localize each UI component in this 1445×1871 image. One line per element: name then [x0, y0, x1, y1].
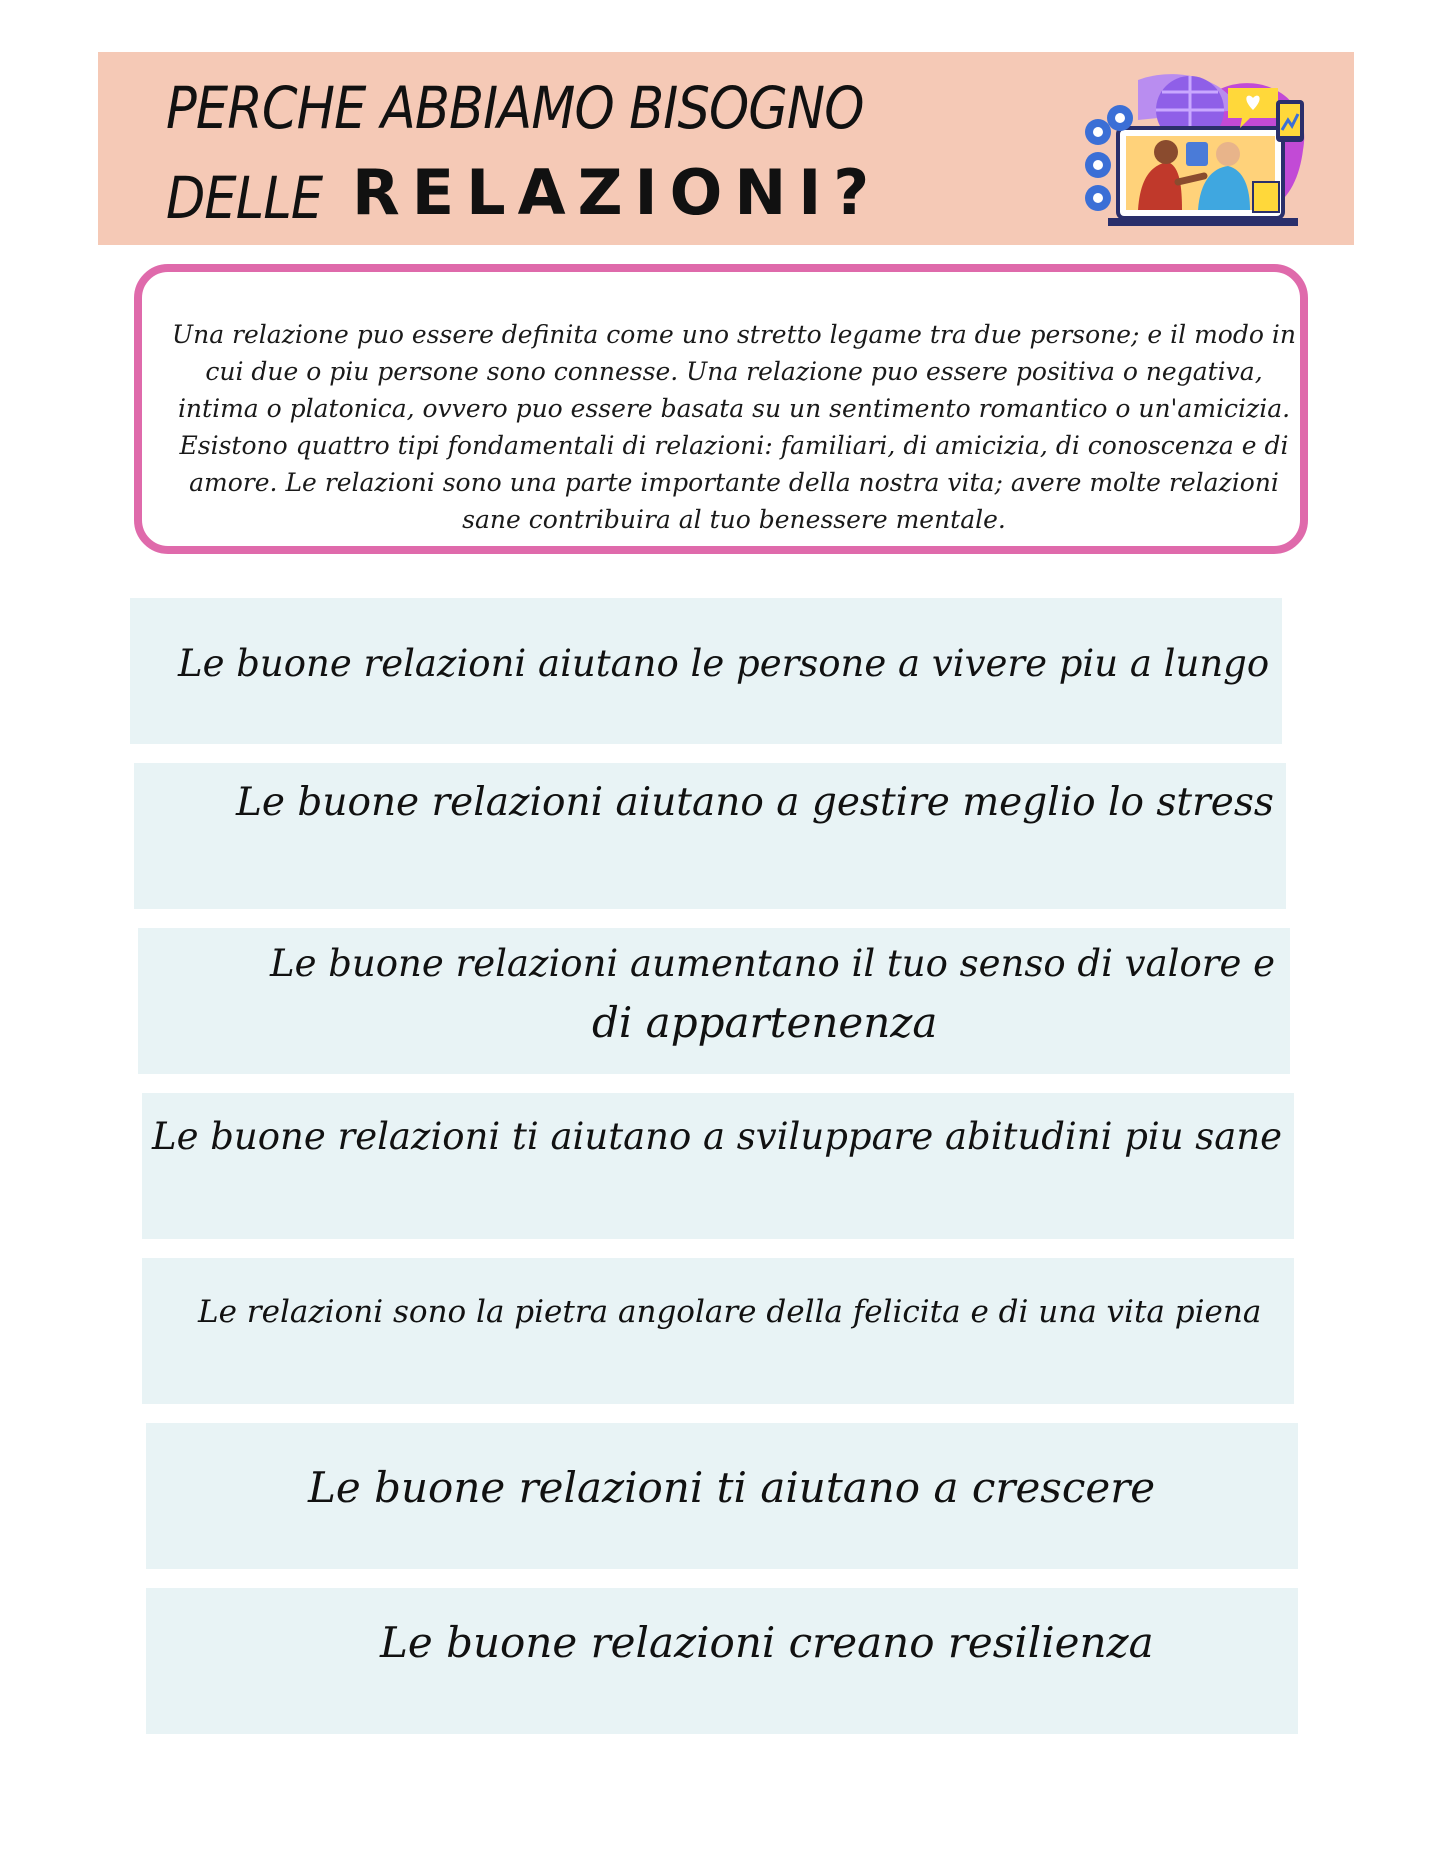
page-title-line2 [166, 156, 882, 232]
page-title-light: DELLE [166, 164, 323, 232]
intro-box [134, 264, 1308, 554]
benefit-card-text: Le buone relazioni creano resilienza [380, 1618, 1154, 1667]
people-connection-illustration-icon [1078, 70, 1318, 235]
benefit-card-7 [146, 1588, 1298, 1734]
benefit-card-2 [134, 763, 1286, 909]
benefit-card-text: Le buone relazioni aiutano le persone a vivere piu a lungo [178, 642, 1270, 685]
benefit-card-5 [142, 1258, 1294, 1404]
benefit-card-text: Le relazioni sono la pietra angolare della felicita e di una vita piena [198, 1294, 1262, 1330]
intro-text: Una relazione puo essere definita come uno stretto legame tra due persone; e il modo in cui due o piu persone sono connesse. Una relazione puo essere positiva o negativa, intima o platonica, ovvero puo essere basata su un sentimento romantico o un'amicizia. Esistono quattro tipi fondamentali di relazioni: familiari, di amicizia, di conoscenza e di amore. Le relazioni sono una parte importante della nostra vita; avere molte relazioni sane contribuira al tuo benessere mentale. [172, 320, 1296, 534]
page-title-bold: RELAZIONI? [352, 156, 882, 229]
benefit-card-1 [130, 598, 1282, 744]
benefit-card-text: Le buone relazioni ti aiutano a crescere [308, 1463, 1156, 1512]
benefit-card-6 [146, 1423, 1298, 1569]
benefit-card-text-line2: di appartenenza [592, 998, 938, 1047]
benefit-card-text: Le buone relazioni aumentano il tuo senso di valore e [270, 942, 1275, 985]
benefit-card-3 [138, 928, 1290, 1074]
benefit-card-4 [142, 1093, 1294, 1239]
benefit-card-text: Le buone relazioni ti aiutano a sviluppare abitudini piu sane [152, 1115, 1283, 1158]
benefit-card-text: Le buone relazioni aiutano a gestire meglio lo stress [236, 780, 1274, 825]
header-banner [98, 52, 1354, 245]
page-title-line1: PERCHE ABBIAMO BISOGNO [166, 74, 864, 142]
